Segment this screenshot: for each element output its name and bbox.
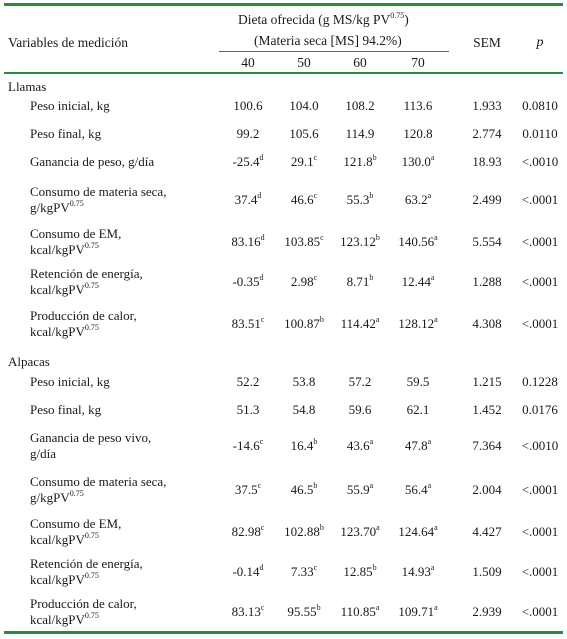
unit-exponent: 0.75 xyxy=(84,240,99,250)
row-label xyxy=(30,308,137,323)
value-text: 52.2 xyxy=(236,374,260,389)
value-text: 113.6 xyxy=(403,98,433,113)
significance-letter: c xyxy=(313,152,318,162)
row-label-text: Peso final, kg xyxy=(30,126,102,141)
value-text: 55.9 xyxy=(346,482,370,497)
value-text: 54.8 xyxy=(292,402,316,417)
row-label-text: Peso inicial, kg xyxy=(30,98,110,113)
row-label-unit xyxy=(30,612,99,627)
unit-exponent: 0.75 xyxy=(84,322,99,332)
significance-letter: c xyxy=(313,272,318,282)
value-text: 57.2 xyxy=(348,374,372,389)
value-text: 53.8 xyxy=(292,374,316,389)
value-cell xyxy=(383,274,453,289)
row-label xyxy=(30,596,137,611)
value-cell xyxy=(383,564,453,579)
value-text: 8.71 xyxy=(346,274,370,289)
sem-cell: 1.933 xyxy=(472,98,502,113)
value-cell xyxy=(383,524,453,539)
value-text: 46.5 xyxy=(290,482,314,497)
value-text: 120.8 xyxy=(403,126,433,141)
diet-header-text: Dieta ofrecida (g MS/kg PV xyxy=(238,12,391,27)
significance-letter: a xyxy=(427,480,432,490)
significance-letter: a xyxy=(369,480,374,490)
significance-letter: a xyxy=(430,272,435,282)
sem-cell: 1.509 xyxy=(472,564,502,579)
significance-letter: a xyxy=(427,436,432,446)
row-label xyxy=(30,402,101,417)
sem-cell: 4.308 xyxy=(472,316,502,331)
value-text: 108.2 xyxy=(345,98,375,113)
p-value-cell: <.0001 xyxy=(521,604,559,619)
value-text: 16.4 xyxy=(290,438,314,453)
row-label-text: Peso inicial, kg xyxy=(30,374,110,389)
sem-cell: 4.427 xyxy=(472,524,502,539)
value-text: -14.6 xyxy=(232,438,260,453)
value-text: 14.93 xyxy=(401,564,431,579)
significance-letter: a xyxy=(375,602,380,612)
value-text: 12.44 xyxy=(401,274,431,289)
sem-header: SEM xyxy=(473,35,501,50)
significance-letter: c xyxy=(260,602,265,612)
significance-letter: b xyxy=(372,562,377,572)
p-value-cell: <.0001 xyxy=(521,482,559,497)
diet-header xyxy=(238,12,409,27)
value-text: 95.55 xyxy=(287,604,317,619)
row-label xyxy=(30,266,143,281)
p-value-cell: <.0001 xyxy=(521,192,559,207)
significance-letter: a xyxy=(369,436,374,446)
value-text: 51.3 xyxy=(236,402,260,417)
p-value-cell: <.0001 xyxy=(521,524,559,539)
significance-letter: b xyxy=(369,190,374,200)
diet-header-close: ) xyxy=(404,12,409,27)
value-text: 103.85 xyxy=(284,234,321,249)
value-text: 104.0 xyxy=(289,98,319,113)
value-text: 114.42 xyxy=(340,316,376,331)
significance-letter: b xyxy=(375,232,380,242)
significance-letter: b xyxy=(319,522,324,532)
diet-header-exponent: 0.75 xyxy=(390,10,405,20)
significance-letter: a xyxy=(427,190,432,200)
significance-letter: a xyxy=(434,522,438,532)
row-label xyxy=(30,374,110,389)
diet-underline xyxy=(219,51,449,52)
value-text: 37.4 xyxy=(234,192,258,207)
variables-header: Variables de medición xyxy=(8,35,128,50)
significance-letter: c xyxy=(260,522,265,532)
row-label-unit xyxy=(30,242,99,257)
significance-letter: b xyxy=(319,314,324,324)
value-text: 123.70 xyxy=(340,524,377,539)
significance-letter: b xyxy=(313,480,318,490)
significance-letter: c xyxy=(313,562,318,572)
row-label-text: Consumo de EM, xyxy=(30,516,122,531)
sem-cell: 2.004 xyxy=(472,482,502,497)
value-text: 59.5 xyxy=(406,374,430,389)
significance-letter: b xyxy=(372,152,377,162)
row-label-unit xyxy=(30,532,99,547)
p-value-cell: 0.1228 xyxy=(522,374,558,389)
value-cell xyxy=(383,374,453,389)
significance-letter: c xyxy=(257,480,262,490)
sem-cell: 2.939 xyxy=(472,604,502,619)
significance-letter: c xyxy=(260,314,265,324)
row-label-unit-text: kcal/kgPV xyxy=(30,242,85,257)
value-text: 82.98 xyxy=(231,524,261,539)
significance-letter: a xyxy=(434,602,438,612)
unit-exponent: 0.75 xyxy=(69,488,84,498)
row-label xyxy=(30,516,121,531)
value-text: 121.8 xyxy=(343,154,373,169)
row-label-text: Producción de calor, xyxy=(30,596,137,611)
value-text: 63.2 xyxy=(404,192,428,207)
row-label xyxy=(30,474,166,489)
p-value-cell: <.0010 xyxy=(521,438,559,453)
p-value-cell: 0.0810 xyxy=(522,98,558,113)
value-cell xyxy=(383,98,453,113)
dry-matter-header: (Materia seca [MS] 94.2%) xyxy=(254,33,402,48)
value-text: 128.12 xyxy=(398,316,435,331)
row-label-unit-text: kcal/kgPV xyxy=(30,282,85,297)
row-label-text: Peso final, kg xyxy=(30,402,102,417)
significance-letter: d xyxy=(259,562,264,572)
significance-letter: a xyxy=(434,314,438,324)
row-label-unit-text: kcal/kgPV xyxy=(30,612,85,627)
value-cell xyxy=(383,192,453,207)
value-text: 110.85 xyxy=(340,604,376,619)
value-text: 56.4 xyxy=(404,482,428,497)
value-text: 102.88 xyxy=(284,524,320,539)
row-label-unit-text: kcal/kgPV xyxy=(30,532,85,547)
p-value-cell: <.0001 xyxy=(521,564,559,579)
value-text: 46.6 xyxy=(290,192,314,207)
row-label xyxy=(30,556,143,571)
significance-letter: d xyxy=(259,272,264,282)
sem-cell: 2.774 xyxy=(472,126,502,141)
value-cell xyxy=(383,316,453,331)
significance-letter: a xyxy=(430,152,435,162)
significance-letter: d xyxy=(257,190,262,200)
value-text: 100.6 xyxy=(233,98,263,113)
top-rule xyxy=(4,3,563,6)
value-cell xyxy=(383,604,453,619)
p-value-cell: <.0001 xyxy=(521,274,559,289)
value-text: 109.71 xyxy=(398,604,435,619)
row-label-text: Retención de energía, xyxy=(30,266,143,281)
sem-cell: 1.288 xyxy=(472,274,502,289)
row-label-unit-text: kcal/kgPV xyxy=(30,324,85,339)
row-label-unit xyxy=(30,324,99,339)
row-label-unit xyxy=(30,282,99,297)
level-header: 40 xyxy=(241,55,255,70)
row-label-text: Consumo de materia seca, xyxy=(30,184,167,199)
value-text: 37.5 xyxy=(234,482,258,497)
significance-letter: c xyxy=(313,190,318,200)
row-label-unit xyxy=(30,200,84,215)
significance-letter: b xyxy=(369,272,374,282)
value-text: -0.35 xyxy=(232,274,260,289)
row-label xyxy=(30,226,121,241)
value-text: 43.6 xyxy=(346,438,370,453)
unit-exponent: 0.75 xyxy=(69,198,84,208)
level-header: 70 xyxy=(411,55,425,70)
value-text: 124.64 xyxy=(398,524,435,539)
value-cell xyxy=(383,482,453,497)
row-label-text: Ganancia de peso vivo, xyxy=(30,430,152,445)
p-value-cell: <.0010 xyxy=(521,154,559,169)
sem-cell: 1.452 xyxy=(472,402,502,417)
row-label-unit-text: g/día xyxy=(30,446,56,461)
significance-letter: a xyxy=(376,522,380,532)
row-label xyxy=(30,154,154,169)
value-text: 140.56 xyxy=(398,234,435,249)
value-text: 130.0 xyxy=(401,154,431,169)
unit-exponent: 0.75 xyxy=(84,280,99,290)
value-cell xyxy=(383,126,453,141)
row-label-unit xyxy=(30,572,99,587)
value-text: 2.98 xyxy=(290,274,314,289)
row-label xyxy=(30,184,166,199)
significance-letter: a xyxy=(375,314,380,324)
row-label xyxy=(30,126,101,141)
row-label-text: Consumo de materia seca, xyxy=(30,474,167,489)
row-label-unit-text: g/kgPV xyxy=(30,490,70,505)
unit-exponent: 0.75 xyxy=(84,530,99,540)
row-label-text: Producción de calor, xyxy=(30,308,137,323)
value-text: 100.87 xyxy=(284,316,320,331)
bottom-rule xyxy=(4,631,563,634)
unit-exponent: 0.75 xyxy=(84,570,99,580)
sem-cell: 5.554 xyxy=(472,234,502,249)
value-text: 105.6 xyxy=(289,126,319,141)
value-text: 83.16 xyxy=(231,234,261,249)
value-text: 62.1 xyxy=(406,402,430,417)
row-label-text: Retención de energía, xyxy=(30,556,143,571)
section-title: Llamas xyxy=(8,79,47,94)
value-text: -25.4 xyxy=(232,154,260,169)
value-cell xyxy=(383,438,453,453)
sem-cell: 18.93 xyxy=(472,154,502,169)
value-text: 59.6 xyxy=(348,402,372,417)
p-value-cell: 0.0176 xyxy=(522,402,558,417)
row-label xyxy=(30,430,151,445)
row-label-unit xyxy=(30,490,84,505)
p-value-cell: <.0001 xyxy=(521,316,559,331)
value-text: 83.13 xyxy=(231,604,261,619)
sem-cell: 7.364 xyxy=(472,438,502,453)
value-text: -0.14 xyxy=(232,564,260,579)
significance-letter: d xyxy=(260,232,265,242)
row-label-text: Consumo de EM, xyxy=(30,226,122,241)
significance-letter: a xyxy=(430,562,435,572)
value-text: 7.33 xyxy=(290,564,314,579)
significance-letter: d xyxy=(259,152,264,162)
row-label-unit xyxy=(30,446,56,461)
value-text: 99.2 xyxy=(236,126,260,141)
value-text: 29.1 xyxy=(290,154,314,169)
unit-exponent: 0.75 xyxy=(84,610,99,620)
sem-cell: 1.215 xyxy=(472,374,502,389)
row-label-text: Ganancia de peso, g/día xyxy=(30,154,155,169)
row-label-unit-text: g/kgPV xyxy=(30,200,70,215)
significance-letter: c xyxy=(320,232,324,242)
sem-cell: 2.499 xyxy=(472,192,502,207)
value-text: 114.9 xyxy=(345,126,375,141)
row-label-unit-text: kcal/kgPV xyxy=(30,572,85,587)
value-text: 55.3 xyxy=(346,192,370,207)
value-text: 83.51 xyxy=(231,316,261,331)
header-rule xyxy=(4,72,563,74)
p-value-cell: 0.0110 xyxy=(522,126,558,141)
row-label xyxy=(30,98,110,113)
p-header: p xyxy=(536,35,544,50)
value-text: 12.85 xyxy=(343,564,373,579)
p-value-cell: <.0001 xyxy=(521,234,559,249)
level-header: 60 xyxy=(353,55,367,70)
section-title: Alpacas xyxy=(8,354,50,369)
level-header: 50 xyxy=(297,55,311,70)
significance-letter: b xyxy=(313,436,318,446)
significance-letter: a xyxy=(434,232,438,242)
significance-letter: b xyxy=(316,602,321,612)
value-text: 47.8 xyxy=(404,438,428,453)
value-cell xyxy=(383,154,453,169)
value-cell xyxy=(383,234,453,249)
value-text: 123.12 xyxy=(340,234,376,249)
significance-letter: c xyxy=(259,436,264,446)
value-cell xyxy=(383,402,453,417)
